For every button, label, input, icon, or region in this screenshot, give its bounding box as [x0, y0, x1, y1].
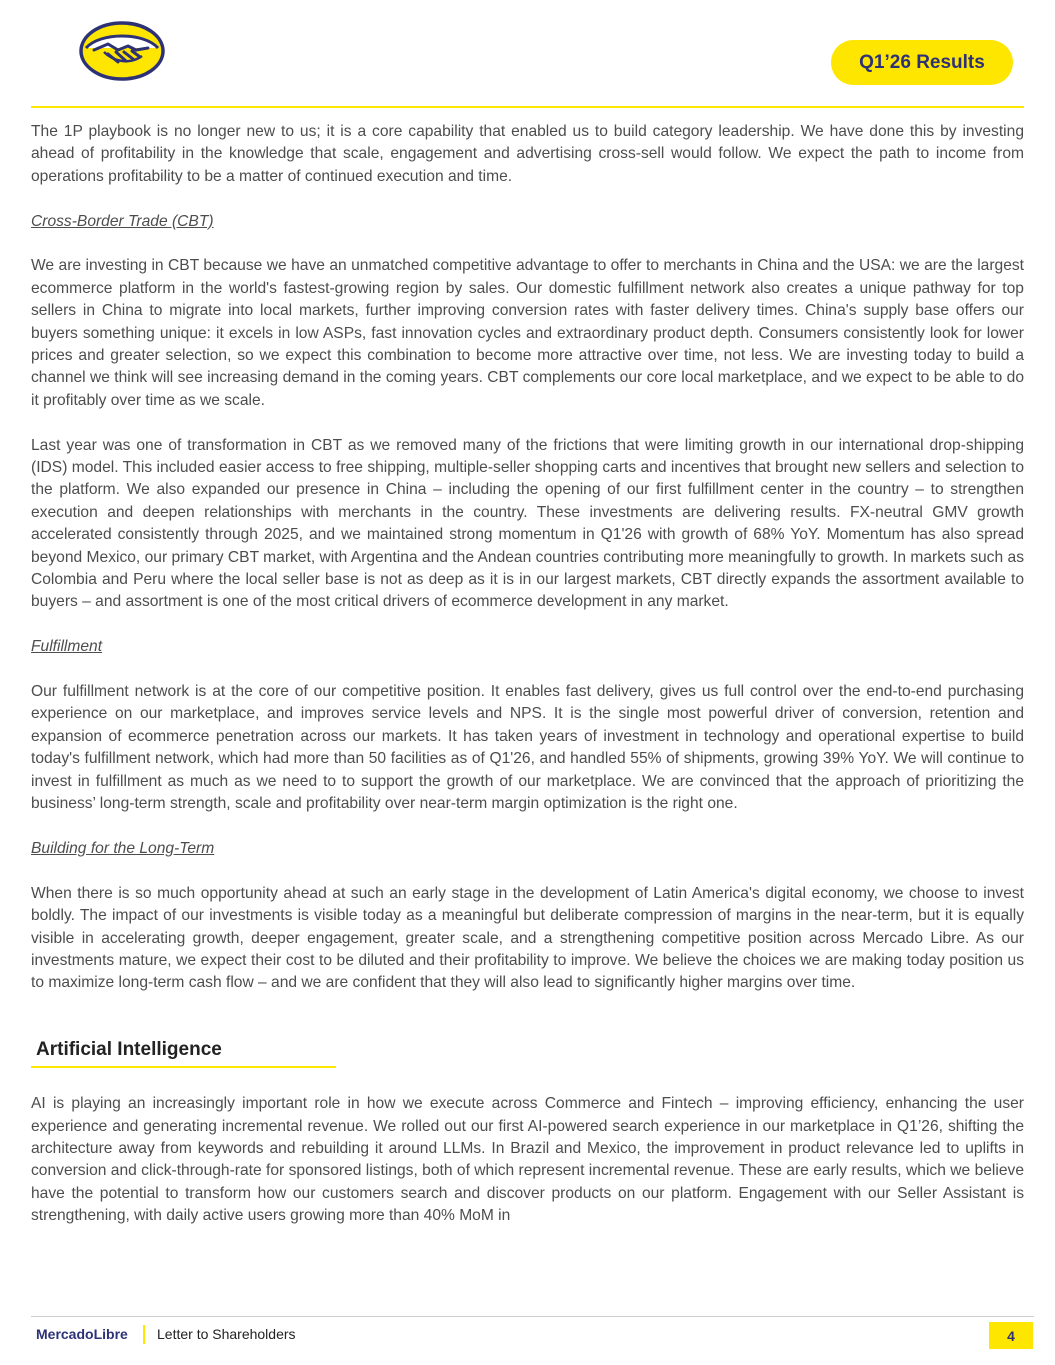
paragraph-long-term: When there is so much opportunity ahead at such an early stage in the development of Latin America's digital economy, we choose to invest boldly. The impact of our investments is visible today as a meaningful but deliberate compression of margins in the near-term, but it is equally visible in accelerating growth, deeper engagement, greater scale, and a strengthening competitive position across Mercado Libre. As our investments mature, we expect their cost to be diluted and their profitability to improve. We believe the choices we are making today position us to maximize long-term cash flow – and we are confident that they will also lead to significantly higher margins over time.	[31, 884, 1024, 992]
paragraph-1p-playbook: The 1P playbook is no longer new to us; it is a core capability that enabled us to build category leadership. We have done this by investing ahead of profitability in the knowledge that scale, engagement and advertising cross-sell would follow. We expect the path to income from operations profitability to be a matter of continued execution and time.	[31, 123, 1024, 185]
report-period-badge: Q1’26 Results	[831, 40, 1013, 85]
page-header	[0, 0, 1055, 110]
paragraph-cbt-advantage: We are investing in CBT because we have an unmatched competitive advantage to offer to merchants in China and the USA: we are the largest ecommerce platform in the world's fastest-growing region by sales. Our domestic fulfillment network also creates a unique pathway for top sellers in China to migrate into local markets, further improving conversion rates with faster delivery times. China's supply base offers our buyers something unique: it excels in low ASPs, fast innovation cycles and extraordinary product depth. Consumers consistently look for lower prices and greater selection, so we expect this combination to become more attractive over time, not less. We are investing today to build a channel we think will see increasing demand in the coming years. CBT complements our core local marketplace, and we expect to be able to do it profitably over time as we scale.	[31, 257, 1024, 409]
paragraph-ai: AI is playing an increasingly important role in how we execute across Commerce and Fintech – improving efficiency, enhancing the user experience and generating incremental revenue. We rolled out our first AI-powered search experience in our marketplace in Q1’26, shifting the architecture away from keywords and rebuilding it around LLMs. In Brazil and Mexico, the improvement in product relevance led to uplifts in conversion and click-through-rate for sponsored listings, both of which represent incremental revenue. These are early results, which we believe have the potential to transform how our customers search and discover products on our platform. Engagement with our Seller Assistant is strengthening, with daily active users growing more than 40% MoM in	[31, 1095, 1024, 1225]
subheading-long-term: Building for the Long-Term	[31, 839, 215, 857]
paragraph-fulfillment: Our fulfillment network is at the core of our competitive position. It enables fast delivery, gives us full control over the end-to-end purchasing experience on our marketplace, and improves service levels and NPS. It is the single most powerful driver of conversion, retention and expansion of ecommerce penetration across our markets. It has taken years of investment in technology and operational expertise to build today's fulfillment network, which had more than 50 facilities as of Q1'26, and handled 55% of shipments, growing 39% YoY. We will continue to invest in fulfillment as much as we need to to support the growth of our marketplace. We are convinced that the approach of prioritizing the business’ long-term strength, scale and profitability over near-term margin optimization is the right one.	[31, 683, 1024, 813]
section-header-ai	[31, 1031, 1024, 1071]
footer-separator	[143, 1325, 145, 1344]
paragraph-cbt-transformation: Last year was one of transformation in CBT as we removed many of the frictions that were limiting growth in our international drop-shipping (IDS) model. This included easier access to free shipping, multiple-seller shopping carts and incentives that brought new sellers and selection to the platform. We also expanded our presence in China – including the opening of our first fulfillment center in the country – to strengthen execution and deepen relationships with merchants in the country. These investments are delivering results. FX-neutral GMV growth accelerated consistently through 2025, and we maintained strong momentum in Q1'26 with growth of 68% YoY. Momentum has also spread beyond Mexico, our primary CBT market, with Argentina and the Andean countries contributing more meaningfully to growth. In markets such as Colombia and Peru where the local seller base is not as deep as it is in our largest markets, CBT directly expands the assortment available to buyers – and assortment is one of the most critical drivers of ecommerce development in any market.	[31, 436, 1024, 611]
footer-brand: MercadoLibre	[36, 1326, 128, 1342]
section-title-underline	[31, 1066, 336, 1068]
subheading-fulfillment: Fulfillment	[31, 638, 103, 656]
header-divider	[31, 106, 1024, 108]
page-number: 4	[989, 1322, 1033, 1349]
handshake-logo-icon	[78, 20, 166, 82]
footer-label: Letter to Shareholders	[157, 1326, 296, 1342]
section-title-ai: Artificial Intelligence	[36, 1038, 222, 1060]
footer-divider	[31, 1316, 1034, 1317]
subheading-cbt: Cross-Border Trade (CBT)	[31, 212, 214, 230]
letter-body	[31, 121, 1024, 1228]
